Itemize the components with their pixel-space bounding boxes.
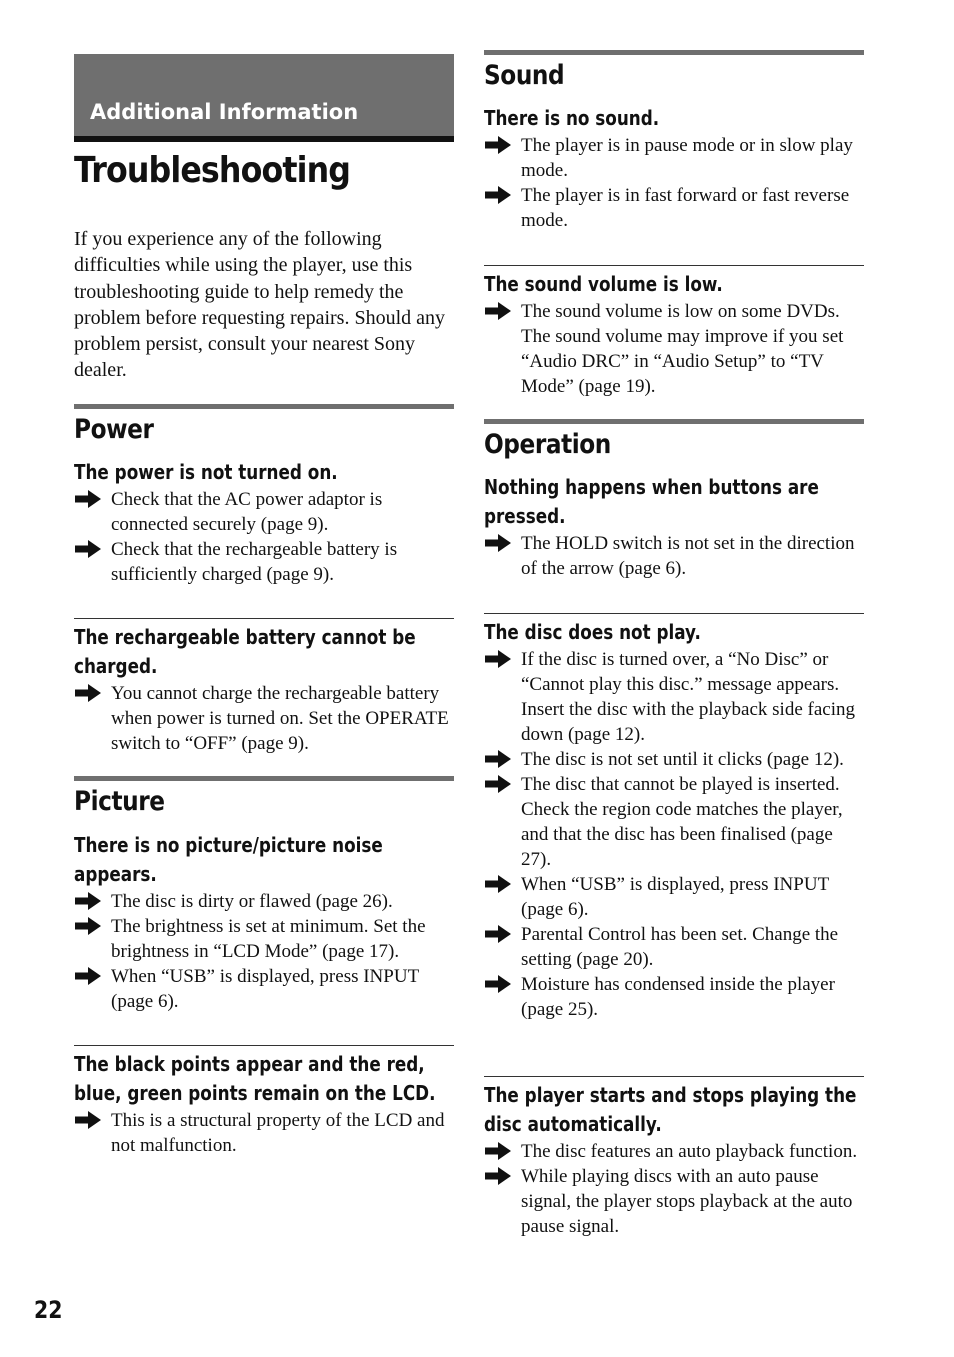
page-number: 22 xyxy=(34,1296,63,1324)
right-arrow-icon xyxy=(484,533,512,553)
topic-rule xyxy=(484,265,864,266)
list-item: Parental Control has been set. Change the setting (page 20). xyxy=(484,922,864,972)
topic-auto-start-stop xyxy=(484,1076,864,1239)
list-item: When “USB” is displayed, press INPUT (page 6). xyxy=(74,964,454,1014)
section-rule xyxy=(74,404,454,409)
topic-items xyxy=(74,889,454,1014)
topic-title: Nothing happens when buttons are pressed. xyxy=(484,475,819,528)
list-item: You cannot charge the rechargeable battery when power is turned on. Set the OPERATE switch to “OFF” (page 9). xyxy=(74,681,454,756)
topic-rule xyxy=(484,613,864,614)
right-arrow-icon xyxy=(74,916,102,936)
section-rule xyxy=(74,776,454,781)
topic-volume-low xyxy=(484,265,864,399)
list-item: The disc features an auto playback function. xyxy=(484,1139,864,1164)
topic-battery-not-charged xyxy=(74,618,454,756)
topic-no-sound xyxy=(484,104,864,233)
list-item: The player is in fast forward or fast reverse mode. xyxy=(484,183,864,233)
list-item: The disc that cannot be played is inserted. Check the region code matches the player, and that the disc has been finalised (page 27). xyxy=(484,772,864,872)
topic-title: The power is not turned on. xyxy=(74,460,338,484)
topic-items xyxy=(74,681,454,756)
right-arrow-icon xyxy=(74,683,102,703)
section-picture xyxy=(74,776,454,819)
topic-items xyxy=(74,487,454,587)
topic-title: The rechargeable battery cannot be charged. xyxy=(74,625,416,678)
right-arrow-icon xyxy=(74,489,102,509)
section-heading: Picture xyxy=(74,786,165,817)
list-item: The HOLD switch is not set in the direction of the arrow (page 6). xyxy=(484,531,864,581)
right-arrow-icon xyxy=(484,924,512,944)
right-arrow-icon xyxy=(484,135,512,155)
right-arrow-icon xyxy=(484,774,512,794)
list-item: The disc is not set until it clicks (page 12). xyxy=(484,747,864,772)
section-heading: Sound xyxy=(484,60,565,91)
right-arrow-icon xyxy=(484,301,512,321)
list-item: The sound volume is low on some DVDs. The sound volume may improve if you set “Audio DRC” in “Audio Setup” to “TV Mode” (page 19). xyxy=(484,299,864,399)
topic-title: The black points appear and the red, blue, green points remain on the LCD. xyxy=(74,1052,436,1105)
list-item: While playing discs with an auto pause signal, the player stops playback at the auto pause signal. xyxy=(484,1164,864,1239)
topic-power-not-on xyxy=(74,458,454,587)
list-item: When “USB” is displayed, press INPUT (page 6). xyxy=(484,872,864,922)
right-arrow-icon xyxy=(484,1141,512,1161)
right-arrow-icon xyxy=(484,1166,512,1186)
topic-items xyxy=(484,531,864,581)
topic-items xyxy=(74,1108,454,1158)
topic-rule xyxy=(484,1076,864,1077)
intro-paragraph: If you experience any of the following difficulties while using the player, use this troubleshooting guide to help remedy the problem before requesting repairs. Should any problem persist, consult your nearest Sony dealer. xyxy=(74,228,446,382)
topic-items xyxy=(484,647,864,1022)
chapter-banner xyxy=(74,54,454,142)
page-title: Troubleshooting xyxy=(74,150,351,191)
list-item: Check that the rechargeable battery is sufficiently charged (page 9). xyxy=(74,537,454,587)
topic-disc-not-play xyxy=(484,613,864,1022)
topic-rule xyxy=(74,618,454,619)
topic-buttons-nothing xyxy=(484,473,864,581)
topic-title: There is no sound. xyxy=(484,106,660,130)
list-item: This is a structural property of the LCD and not malfunction. xyxy=(74,1108,454,1158)
right-arrow-icon xyxy=(484,185,512,205)
list-item: The disc is dirty or flawed (page 26). xyxy=(74,889,454,914)
right-arrow-icon xyxy=(484,649,512,669)
topic-items xyxy=(484,299,864,399)
topic-items xyxy=(484,1139,864,1239)
list-item: The player is in pause mode or in slow play mode. xyxy=(484,133,864,183)
list-item: The brightness is set at minimum. Set the brightness in “LCD Mode” (page 17). xyxy=(74,914,454,964)
topic-title: The sound volume is low. xyxy=(484,272,723,296)
section-heading: Power xyxy=(74,414,154,445)
topic-title: There is no picture/picture noise appears. xyxy=(74,833,383,886)
topic-title: The disc does not play. xyxy=(484,620,701,644)
topic-black-points xyxy=(74,1045,454,1158)
chapter-label: Additional Information xyxy=(90,100,359,124)
topic-rule xyxy=(74,1045,454,1046)
right-arrow-icon xyxy=(484,874,512,894)
list-item: If the disc is turned over, a “No Disc” or “Cannot play this disc.” message appears. Insert the disc with the playback side facing down (page 12). xyxy=(484,647,864,747)
section-sound xyxy=(484,50,864,93)
right-arrow-icon xyxy=(74,966,102,986)
topic-no-picture xyxy=(74,831,454,1014)
section-rule xyxy=(484,419,864,424)
section-power xyxy=(74,404,454,447)
section-rule xyxy=(484,50,864,55)
right-arrow-icon xyxy=(74,891,102,911)
right-arrow-icon xyxy=(484,974,512,994)
list-item: Check that the AC power adaptor is connected securely (page 9). xyxy=(74,487,454,537)
section-operation xyxy=(484,419,864,462)
topic-title: The player starts and stops playing the disc automatically. xyxy=(484,1083,857,1136)
topic-items xyxy=(484,133,864,233)
right-arrow-icon xyxy=(74,539,102,559)
section-heading: Operation xyxy=(484,429,611,460)
right-arrow-icon xyxy=(484,749,512,769)
right-arrow-icon xyxy=(74,1110,102,1130)
list-item: Moisture has condensed inside the player (page 25). xyxy=(484,972,864,1022)
